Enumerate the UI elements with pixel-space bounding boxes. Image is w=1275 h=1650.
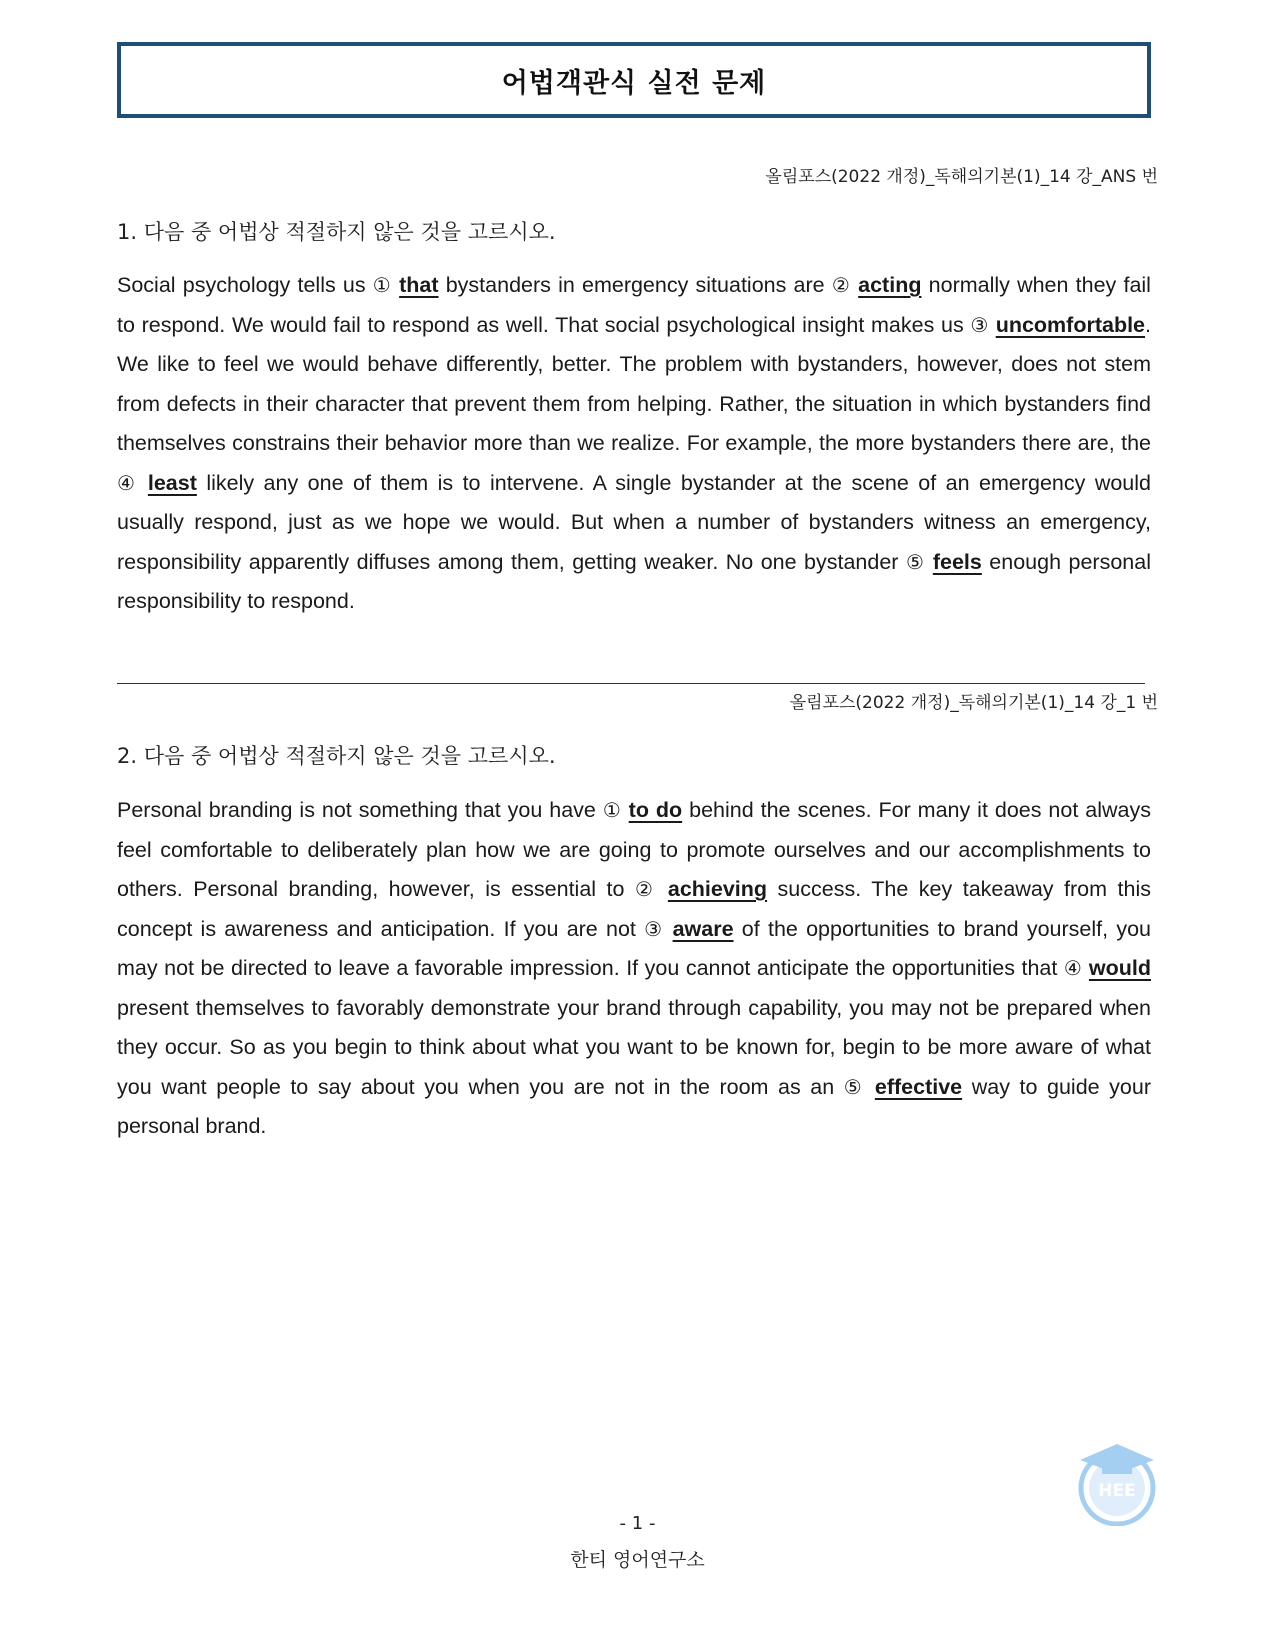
choice-number: ③ — [644, 916, 665, 941]
passage-text — [138, 471, 147, 495]
passage-text: normally when they fail to respond. We would fail to respond as well. That social psychological insight makes us — [117, 273, 1151, 337]
choice-underlined: aware — [672, 916, 734, 941]
passage-text: of the opportunities to brand yourself, you may not be directed to leave a favorable impression. If you cannot anticipate the opportunities that — [117, 916, 1151, 980]
section-divider — [117, 683, 1145, 684]
choice-number: ① — [372, 273, 392, 297]
choice-number: ③ — [970, 312, 990, 337]
choice-number: ② — [831, 273, 851, 297]
question-2-source: 올림포스(2022 개정)_독해의기본(1)_14 강_1 번 — [789, 693, 1158, 713]
page-number: - 1 - — [619, 1513, 656, 1534]
title-box — [117, 42, 1151, 118]
choice-number: ① — [602, 798, 622, 822]
choice-number: ② — [634, 877, 658, 901]
passage-text — [925, 550, 932, 574]
choice-underlined: achieving — [667, 877, 768, 901]
question-1-source: 올림포스(2022 개정)_독해의기본(1)_14 강_ANS 번 — [765, 167, 1158, 187]
passage-text: enough personal responsibility to respond. — [117, 549, 1151, 613]
choice-number: ⑤ — [843, 1074, 866, 1099]
footer-org: 한티 영어연구소 — [570, 1549, 705, 1571]
passage-text — [865, 1075, 875, 1099]
passage-text — [657, 877, 667, 901]
choice-underlined: feels — [932, 549, 982, 574]
passage-text: way to guide your personal brand. — [117, 1074, 1151, 1138]
question-1-passage — [117, 266, 1151, 622]
passage-text: behind the scenes. For many it does not always feel comfortable to deliberately plan how we are going to promote ourselves and our accomplishments to others. Personal branding, however, is essential to — [117, 798, 1151, 901]
logo-text: HEE — [1098, 1481, 1136, 1501]
passage-text — [622, 798, 629, 822]
choice-underlined: to do — [628, 798, 683, 822]
passage-text — [989, 313, 996, 337]
passage-text: Social psychology tells us — [117, 273, 373, 297]
passage-text: likely any one of them is to intervene. A single bystander at the scene of an emergency would usually respond, just as we hope we would. But when a number of bystanders witness an emergency, responsibility apparently diffuses among them, getting weaker. No one bystander — [117, 470, 1151, 574]
choice-underlined: that — [399, 273, 439, 297]
passage-text: bystanders in emergency situations are — [438, 273, 832, 297]
passage-text: success. The key takeaway from this concept is awareness and anticipation. If you are not — [117, 877, 1151, 941]
choice-number: ⑤ — [905, 549, 926, 574]
choice-underlined: acting — [858, 273, 922, 297]
passage-text: . We like to feel we would behave differently, better. The problem with bystanders, however, does not stem from defects in their character that prevent them from helping. Rather, the situation in which bystanders find themselves constrains their behavior more than we realize. For example, the more bystanders there are, the — [117, 312, 1151, 455]
question-2-prompt: 2. 다음 중 어법상 적절하지 않은 것을 고르시오. — [117, 744, 556, 768]
question-1-prompt: 1. 다음 중 어법상 적절하지 않은 것을 고르시오. — [117, 220, 556, 244]
passage-text — [664, 917, 672, 941]
choice-underlined: uncomfortable — [995, 312, 1146, 337]
choice-number: ④ — [1063, 956, 1083, 980]
choice-underlined: least — [147, 470, 197, 495]
choice-underlined: would — [1088, 956, 1152, 980]
page-title: 어법객관식 실전 문제 — [501, 67, 767, 99]
choice-number: ④ — [117, 470, 139, 495]
question-2-passage — [117, 791, 1151, 1147]
passage-text: present themselves to favorably demonstrate your brand through capability, you may not be prepared when they occur. So as you begin to think about what you want to be known for, begin to be more aware of what you want people to say about you when you are not in the room as an — [117, 995, 1151, 1099]
passage-text: Personal branding is not something that you have — [117, 798, 603, 822]
choice-underlined: effective — [874, 1074, 963, 1099]
